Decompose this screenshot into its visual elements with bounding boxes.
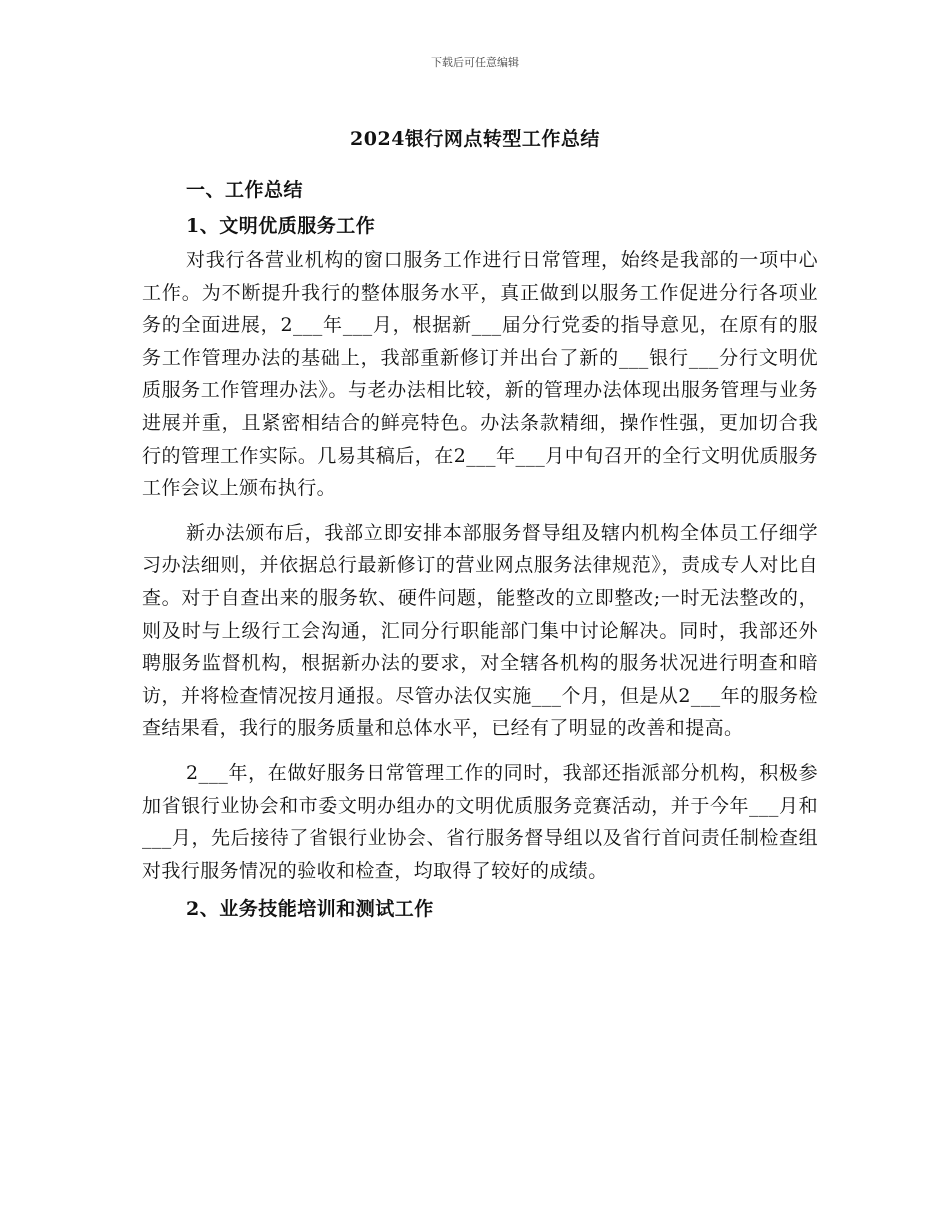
body-paragraph: 对我行各营业机构的窗口服务工作进行日常管理，始终是我部的一项中心工作。为不断提升我行的整体服务水平，真正做到以服务工作促进分行各项业务的全面进展，2___年___月，根据新___届分行党委的指导意见，在原有的服务工作管理办法的基础上，我部重新修订并出台了新的___银行___分行文明优质服务工作管理办法》。与老办法相比较，新的管理办法体现出服务管理与业务进展并重，且紧密相结合的鲜亮特色。办法条款精细，操作性强，更加切合我行的管理工作实际。几易其稿后，在2___年___月中旬召开的全行文明优质服务工作会议上颁布执行。 <box>142 249 818 500</box>
document-title: 2024银行网点转型工作总结 <box>350 128 600 150</box>
subsection-heading: 2、业务技能培训和测试工作 <box>186 898 434 921</box>
section-heading: 一、工作总结 <box>186 179 304 201</box>
body-paragraph: 2___年，在做好服务日常管理工作的同时，我部还指派部分机构，积极参加省银行业协会和市委文明办组办的文明优质服务竞赛活动，并于今年___月和___月，先后接待了省银行业协会、省行服务督导组以及省行首问责任制检查组对我行服务情况的验收和检查，均取得了较好的成绩。 <box>142 761 818 882</box>
body-paragraph: 新办法颁布后，我部立即安排本部服务督导组及辖内机构全体员工仔细学习办法细则，并依据总行最新修订的营业网点服务法律规范》，责成专人对比自查。对于自查出来的服务软、硬件问题，能整改的立即整改;一时无法整改的，则及时与上级行工会沟通，汇同分行职能部门集中讨论解决。同时，我部还外聘服务监督机构，根据新办法的要求，对全辖各机构的服务状况进行明查和暗访，并将检查情况按月通报。尽管办法仅实施___个月，但是从2___年的服务检查结果看，我行的服务质量和总体水平，已经有了明显的改善和提高。 <box>142 521 818 740</box>
subsection-heading: 1、文明优质服务工作 <box>186 215 376 237</box>
header-note: 下载后可任意编辑 <box>431 56 519 69</box>
document-body <box>142 172 818 927</box>
